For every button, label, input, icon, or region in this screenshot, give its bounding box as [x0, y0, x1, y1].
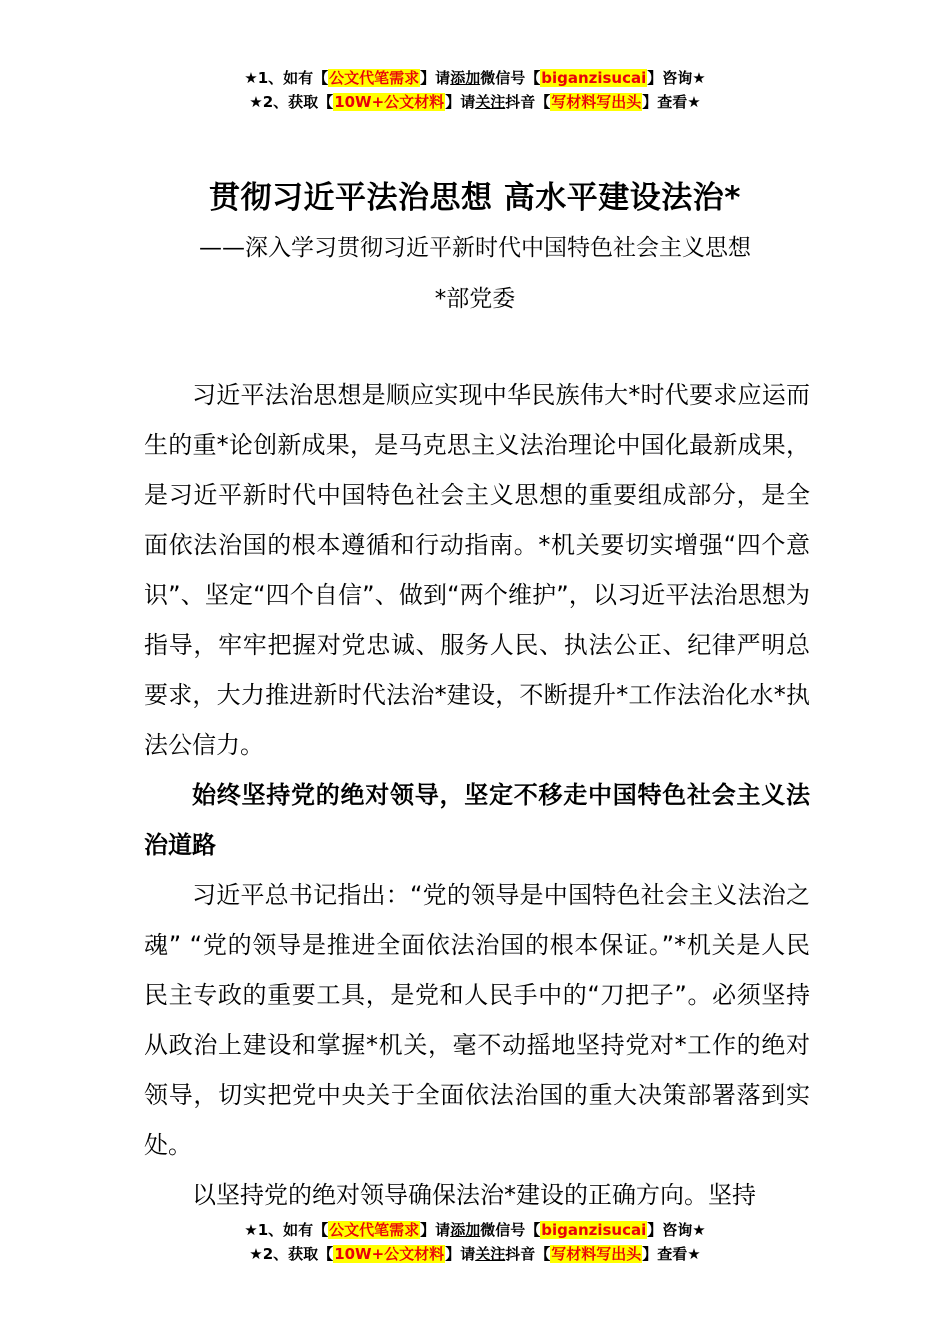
banner-text: ★1、如有【: [244, 1221, 329, 1239]
banner-highlight: 10W+公文材料: [334, 93, 445, 111]
banner-text: 抖音【: [505, 1245, 551, 1263]
top-banner: [0, 66, 950, 114]
banner-douyin-id: 写材料写出头: [551, 93, 642, 111]
banner-douyin-id: 写材料写出头: [551, 1245, 642, 1263]
document-author: *部党委: [434, 286, 516, 312]
banner-text: 】咨询★: [647, 69, 706, 87]
banner-highlight: 公文代笔需求: [329, 69, 420, 87]
banner-line-1: [0, 66, 950, 90]
banner-line-1: [0, 1218, 950, 1242]
bottom-banner: [0, 1218, 950, 1266]
banner-text: ★2、获取【: [249, 93, 334, 111]
banner-text: 抖音【: [505, 93, 551, 111]
banner-underline: 添加: [450, 69, 481, 87]
banner-wechat-id: biganzisucai: [541, 1221, 647, 1239]
banner-text: ★2、获取【: [249, 1245, 334, 1263]
banner-highlight: 公文代笔需求: [329, 1221, 420, 1239]
paragraph: 习近平法治思想是顺应实现中华民族伟大*时代要求应运而生的重*论创新成果，是马克思主义法治理论中国化最新成果，是习近平新时代中国特色社会主义思想的重要组成部分，是全面依法治国的根本遵循和行动指南。*机关要切实增强“四个意识”、坚定“四个自信”、做到“两个维护”，以习近平法治思想为指导，牢牢把握对党忠诚、服务人民、执法公正、纪律严明总要求，大力推进新时代法治*建设，不断提升*工作法治化水*执法公信力。: [144, 381, 810, 759]
banner-highlight: 10W+公文材料: [334, 1245, 445, 1263]
banner-wechat-id: biganzisucai: [541, 69, 647, 87]
document-body: [144, 370, 810, 1220]
banner-text: 】查看★: [642, 1245, 701, 1263]
banner-underline: 关注: [475, 1245, 506, 1263]
banner-text: 微信号【: [480, 69, 541, 87]
banner-text: ★1、如有【: [244, 69, 329, 87]
paragraph: 习近平总书记指出：“党的领导是中国特色社会主义法治之魂” “党的领导是推进全面依法治国的根本保证。”*机关是人民民主专政的重要工具，是党和人民手中的“刀把子”。必须坚持从政治上建设和掌握*机关，毫不动摇地坚持党对*工作的绝对领导，切实把党中央关于全面依法治国的重大决策部署落到实处。: [144, 881, 810, 1159]
banner-text: 】请: [420, 1221, 451, 1239]
banner-underline: 添加: [450, 1221, 481, 1239]
banner-text: 】请: [445, 1245, 476, 1263]
banner-underline: 关注: [475, 93, 506, 111]
document-subtitle: ——深入学习贯彻习近平新时代中国特色社会主义思想: [199, 235, 751, 261]
banner-text: 】请: [420, 69, 451, 87]
banner-text: 】查看★: [642, 93, 701, 111]
document-title: 贯彻习近平法治思想 高水平建设法治*: [208, 180, 741, 216]
banner-text: 】请: [445, 93, 476, 111]
banner-line-2: [0, 1242, 950, 1266]
banner-line-2: [0, 90, 950, 114]
banner-text: 微信号【: [480, 1221, 541, 1239]
banner-text: 】咨询★: [647, 1221, 706, 1239]
section-heading: 始终坚持党的绝对领导，坚定不移走中国特色社会主义法治道路: [144, 781, 810, 859]
paragraph: 以坚持党的绝对领导确保法治*建设的正确方向。坚持: [192, 1181, 756, 1209]
